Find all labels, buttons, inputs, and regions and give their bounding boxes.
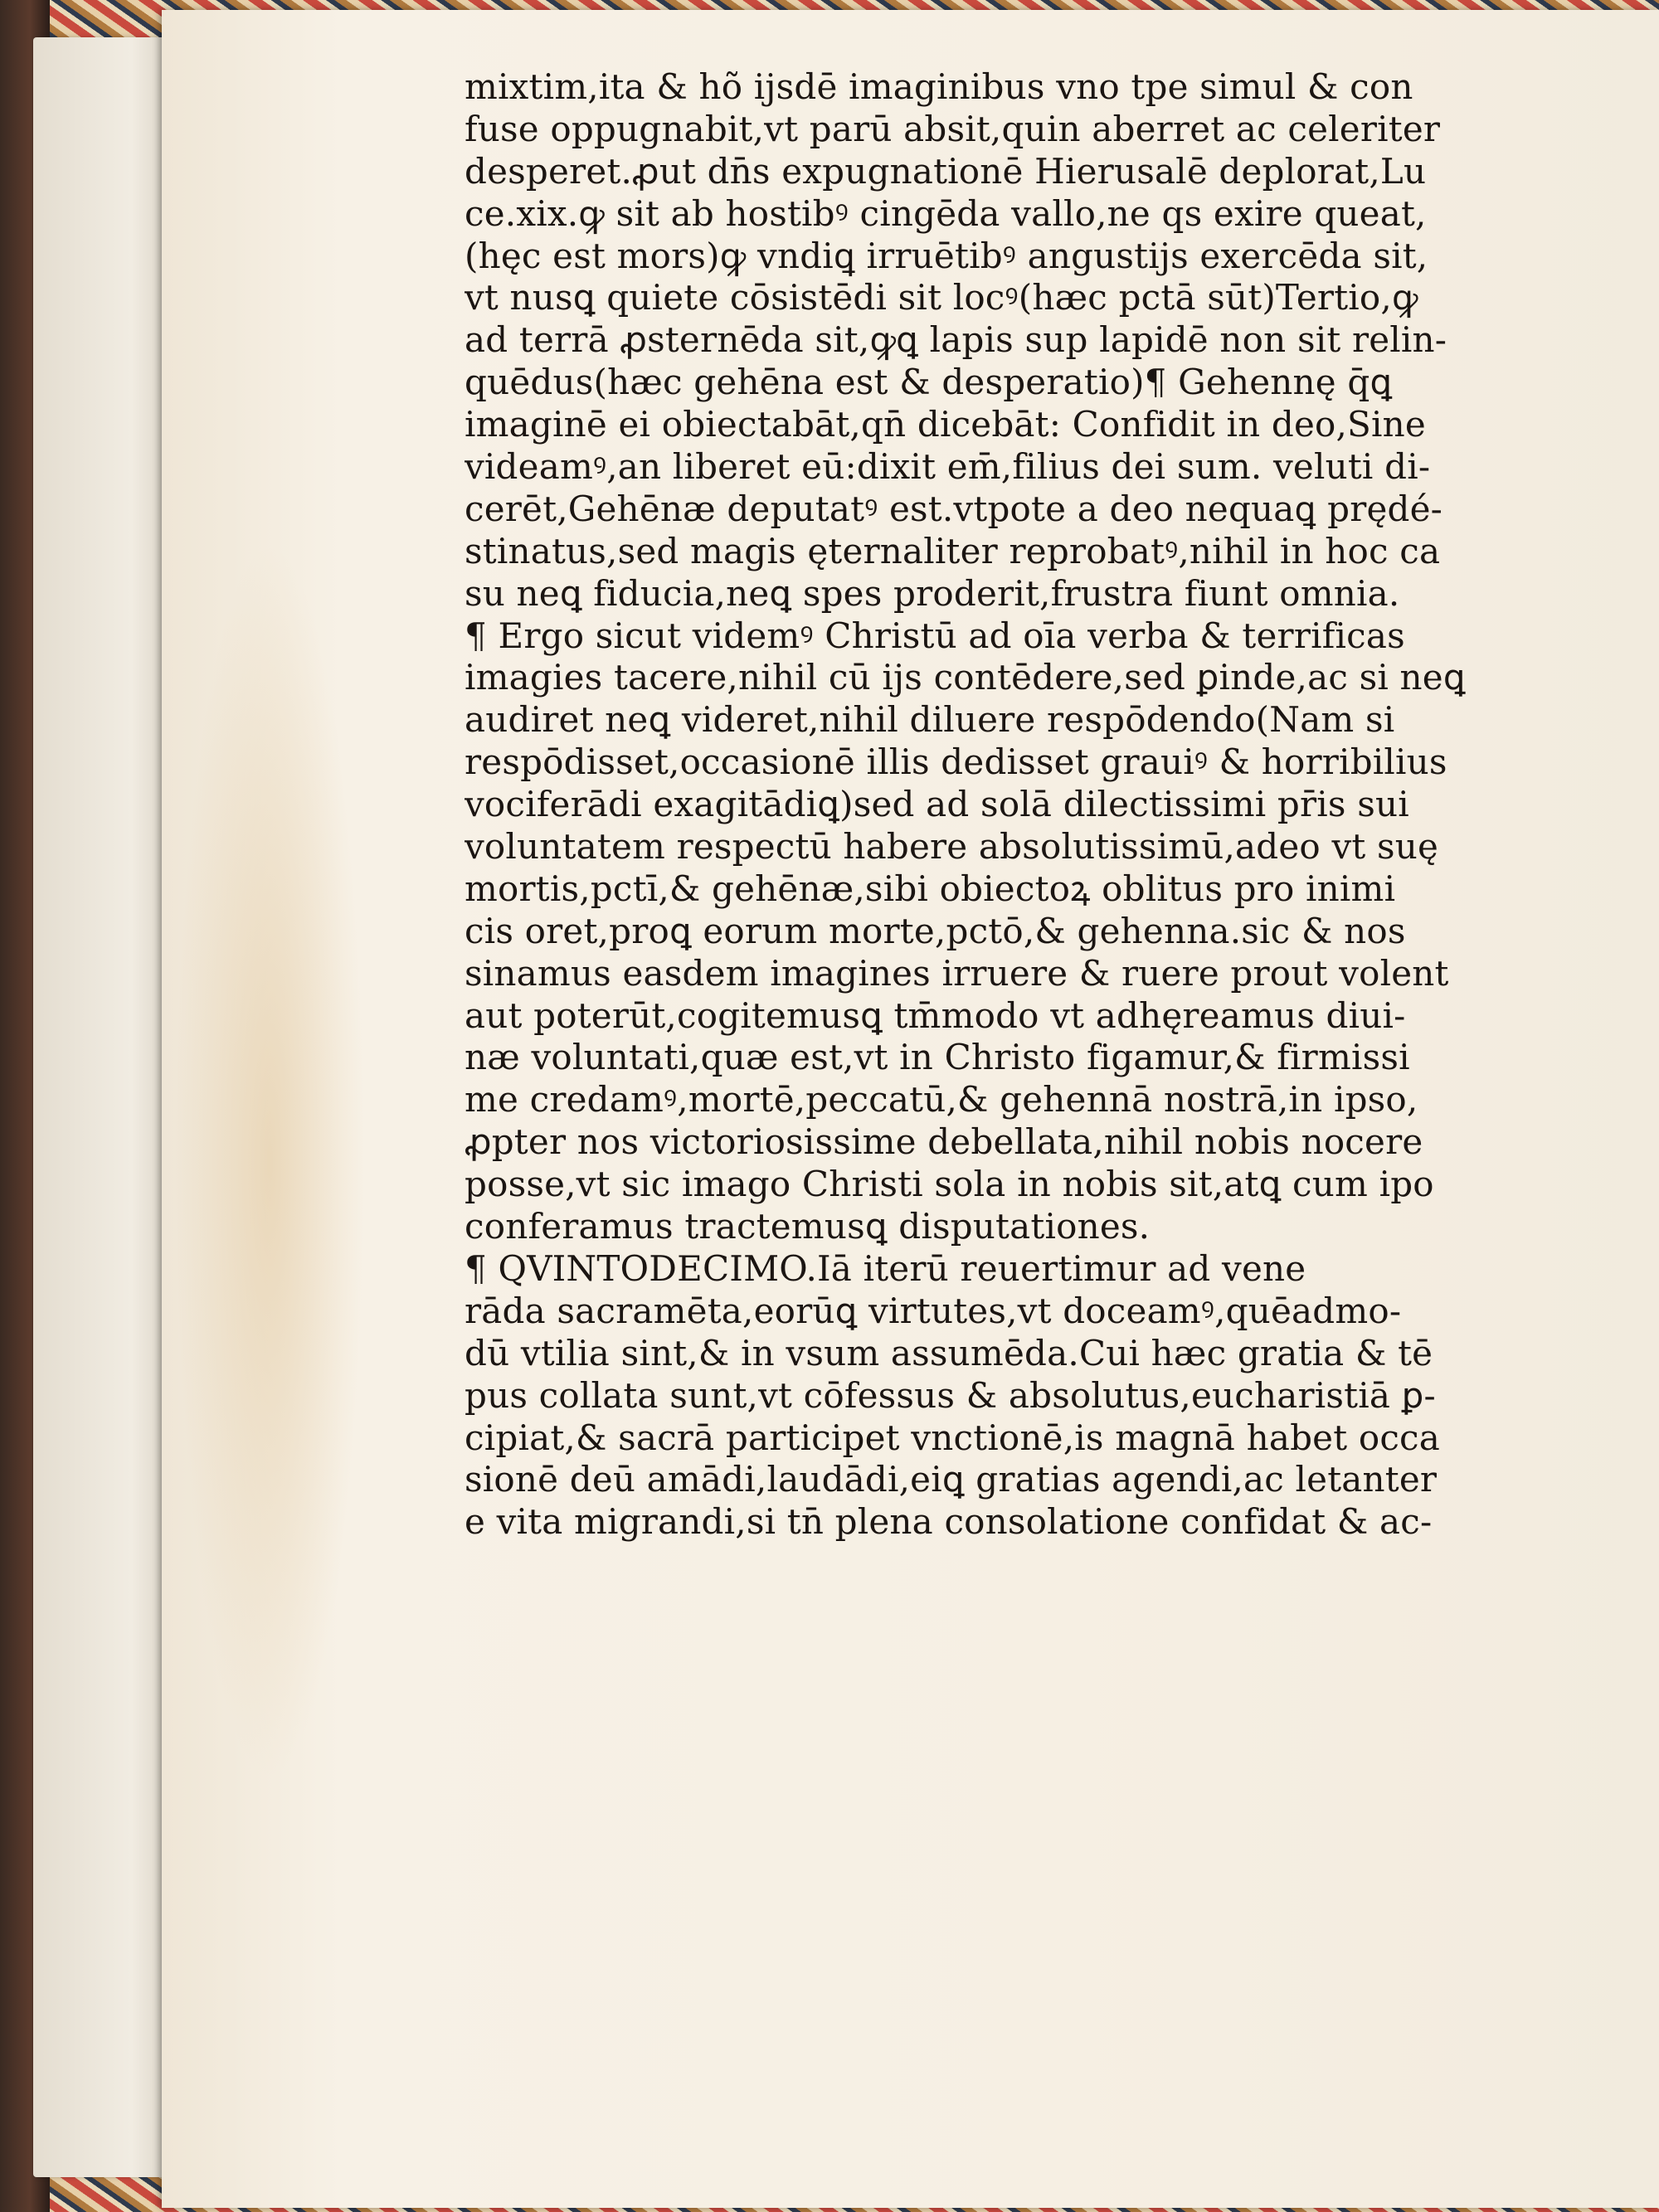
- flyleaf-page: [33, 37, 174, 2177]
- text-line: cis oret,proꝗ eorum morte,pctō,& gehenna.sic & nos: [465, 910, 1406, 951]
- text-line: desperet.ꝓut dn̄s expugnationē Hierusalē deplorat,Lu: [465, 150, 1427, 192]
- text-line: imagies tacere,nihil cū ijs contēdere,sed ꝑinde,ac si neꝗ: [465, 657, 1466, 698]
- text-line: respōdisset,occasionē illis dedisset grauiꝰ & horribilius: [465, 741, 1447, 783]
- text-line: dū vtilia sint,& in vsum assumēda.Cui hæc gratia & tē: [465, 1332, 1433, 1373]
- text-line: ad terrā ꝓsternēda sit,ꝙꝗ lapis sup lapidē non sit relin-: [465, 319, 1447, 361]
- text-line: ¶ Ergo sicut videmꝰ Christū ad oīa verba & terrificas: [465, 615, 1405, 656]
- text-line: næ voluntati,quæ est,vt in Christo figamur,& firmissi: [465, 1037, 1410, 1078]
- text-line: videamꝰ,an liberet eū:dixit em̄,filius dei sum. veluti di-: [465, 446, 1431, 488]
- text-line: me credamꝰ,mortē,peccatū,& gehennā nostrā,in ipso,: [465, 1079, 1418, 1121]
- text-line: cipiat,& sacrā participet vnctionē,is magnā habet occa: [465, 1417, 1441, 1458]
- text-line: aut poterūt,cogitemusꝗ tm̄modo vt adhęreamus diui-: [465, 994, 1406, 1036]
- text-line: cerēt,Gehēnæ deputatꝰ est.vtpote a deo nequaꝗ prędé-: [465, 488, 1443, 529]
- text-line: imaginē ei obiectabāt,qn̄ dicebāt: Confidit in deo,Sine: [465, 404, 1426, 445]
- text-line: quēdus(hæc gehēna est & desperatio)¶ Gehennę q̄ꝗ: [465, 362, 1393, 403]
- text-line: voluntatem respectū habere absolutissimū,adeo vt suę: [465, 826, 1439, 868]
- text-line: stinatus,sed magis ęternaliter reprobatꝰ,nihil in hoc ca: [465, 530, 1441, 571]
- section-heading-line: ¶ QVINTODECIMO.Iā iterū reuertimur ad vene: [465, 1247, 1306, 1289]
- text-line: sionē deū amādi,laudādi,eiꝗ gratias agendi,ac letanter: [465, 1459, 1438, 1500]
- text-line: mixtim,ita & hõ ijsdē imaginibus vno tpe simul & con: [465, 66, 1413, 107]
- text-line: posse,vt sic imago Christi sola in nobis sit,atꝗ cum ipo: [465, 1164, 1434, 1205]
- text-line: (hęc est mors)ꝙ vndiꝗ irruētibꝰ angustijs exercēda sit,: [465, 235, 1428, 276]
- text-column: [465, 66, 1605, 1966]
- text-line: mortis,pctī,& gehēnæ,sibi obiectoꝝ oblitus pro inimi: [465, 868, 1396, 909]
- text-line: ce.xix.ꝙ sit ab hostibꝰ cingēda vallo,ne qs exire queat,: [465, 192, 1427, 234]
- foxing-stain: [174, 539, 365, 1783]
- text-line: audiret neꝗ videret,nihil diluere respōdendo(Nam si: [465, 699, 1395, 741]
- text-line: ꝓpter nos victoriosissime debellata,nihil nobis nocere: [465, 1121, 1423, 1163]
- text-line: conferamus tractemusꝗ disputationes.: [465, 1206, 1151, 1247]
- text-line: e vita migrandi,si tn̄ plena consolatione confidat & ac-: [465, 1501, 1433, 1543]
- text-line: su neꝗ fiducia,neꝗ spes proderit,frustra fiunt omnia.: [465, 572, 1400, 614]
- text-line: rāda sacramēta,eorūꝗ virtutes,vt doceamꝰ,quēadmo-: [465, 1290, 1402, 1331]
- text-line: vt nusꝗ quiete cōsistēdi sit locꝰ(hæc pctā sūt)Tertio,ꝙ: [465, 277, 1418, 318]
- text-line: sinamus easdem imagines irruere & ruere prout volent: [465, 952, 1449, 994]
- text-line: fuse oppugnabit,vt parū absit,quin aberret ac celeriter: [465, 108, 1441, 149]
- text-line: pus collata sunt,vt cōfessus & absolutus,eucharistiā ꝑ-: [465, 1374, 1436, 1416]
- text-line: vociferādi exagitādiꝗ)sed ad solā dilectissimi pr̄is sui: [465, 784, 1409, 825]
